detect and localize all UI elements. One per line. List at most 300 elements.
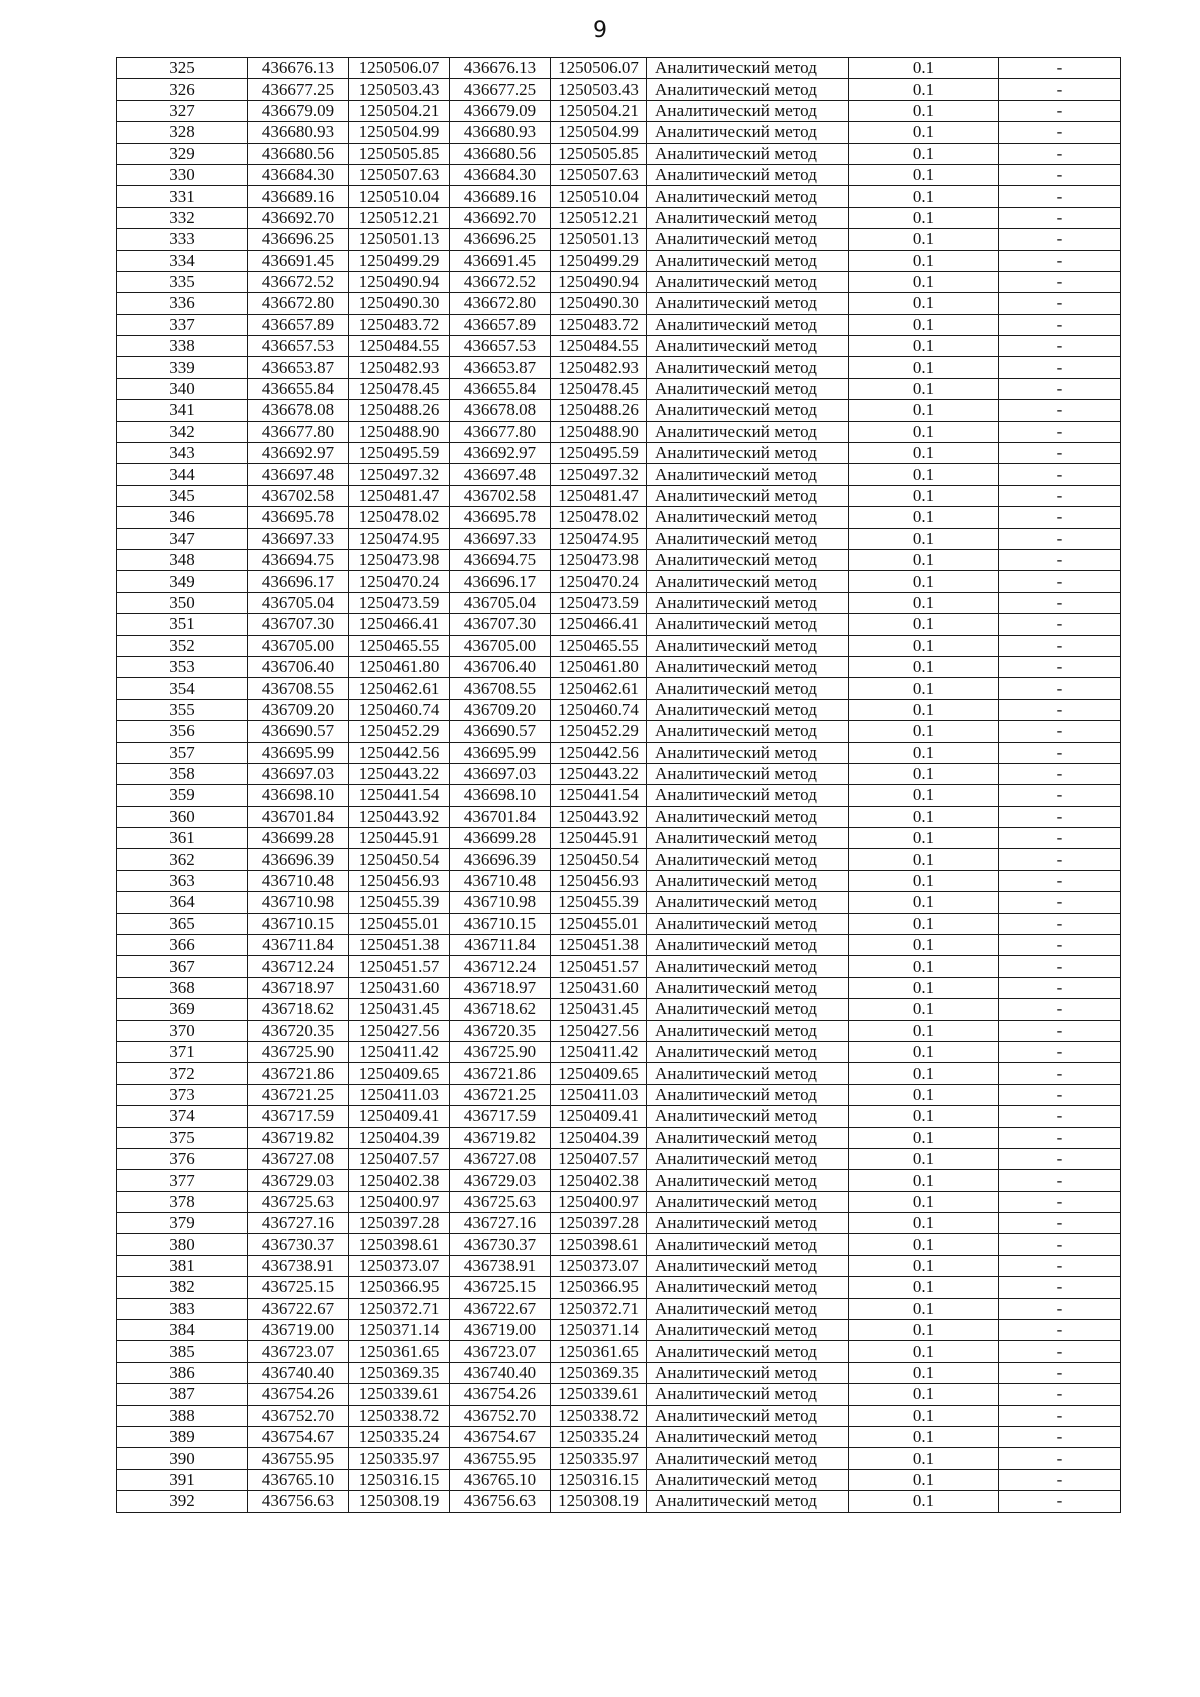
accuracy-cell: 0.1 xyxy=(849,443,999,464)
method-cell: Аналитический метод xyxy=(647,271,849,292)
y-coordinate-cell: 1250488.90 xyxy=(551,421,647,442)
x-coordinate-cell: 436694.75 xyxy=(248,549,349,570)
note-cell: - xyxy=(999,1362,1121,1383)
point-number-cell: 352 xyxy=(117,635,248,656)
table-row xyxy=(117,849,1121,870)
y-coordinate-cell: 1250335.24 xyxy=(551,1427,647,1448)
point-number-cell: 355 xyxy=(117,699,248,720)
y-coordinate-cell: 1250335.97 xyxy=(551,1448,647,1469)
x-coordinate-cell: 436765.10 xyxy=(248,1469,349,1490)
x-coordinate-cell: 436679.09 xyxy=(248,100,349,121)
method-cell: Аналитический метод xyxy=(647,1170,849,1191)
method-cell: Аналитический метод xyxy=(647,507,849,528)
accuracy-cell: 0.1 xyxy=(849,1213,999,1234)
table-row xyxy=(117,828,1121,849)
y-coordinate-cell: 1250461.80 xyxy=(551,656,647,677)
table-row xyxy=(117,378,1121,399)
accuracy-cell: 0.1 xyxy=(849,271,999,292)
y-coordinate-cell: 1250397.28 xyxy=(349,1213,450,1234)
y-coordinate-cell: 1250338.72 xyxy=(551,1405,647,1426)
y-coordinate-cell: 1250411.03 xyxy=(551,1084,647,1105)
x-coordinate-cell: 436702.58 xyxy=(248,485,349,506)
y-coordinate-cell: 1250372.71 xyxy=(349,1298,450,1319)
note-cell: - xyxy=(999,1084,1121,1105)
method-cell: Аналитический метод xyxy=(647,207,849,228)
y-coordinate-cell: 1250441.54 xyxy=(349,785,450,806)
y-coordinate-cell: 1250470.24 xyxy=(551,571,647,592)
y-coordinate-cell: 1250404.39 xyxy=(349,1127,450,1148)
x-coordinate-cell: 436712.24 xyxy=(248,956,349,977)
x-coordinate-cell: 436717.59 xyxy=(248,1106,349,1127)
y-coordinate-cell: 1250450.54 xyxy=(551,849,647,870)
y-coordinate-cell: 1250504.99 xyxy=(349,122,450,143)
method-cell: Аналитический метод xyxy=(647,571,849,592)
y-coordinate-cell: 1250501.13 xyxy=(349,229,450,250)
accuracy-cell: 0.1 xyxy=(849,999,999,1020)
point-number-cell: 373 xyxy=(117,1084,248,1105)
accuracy-cell: 0.1 xyxy=(849,806,999,827)
y-coordinate-cell: 1250456.93 xyxy=(349,870,450,891)
table-row xyxy=(117,1084,1121,1105)
x-coordinate-cell: 436691.45 xyxy=(450,250,551,271)
accuracy-cell: 0.1 xyxy=(849,892,999,913)
accuracy-cell: 0.1 xyxy=(849,635,999,656)
y-coordinate-cell: 1250316.15 xyxy=(349,1469,450,1490)
x-coordinate-cell: 436723.07 xyxy=(450,1341,551,1362)
method-cell: Аналитический метод xyxy=(647,699,849,720)
point-number-cell: 374 xyxy=(117,1106,248,1127)
method-cell: Аналитический метод xyxy=(647,485,849,506)
note-cell: - xyxy=(999,1298,1121,1319)
x-coordinate-cell: 436725.15 xyxy=(248,1277,349,1298)
point-number-cell: 391 xyxy=(117,1469,248,1490)
method-cell: Аналитический метод xyxy=(647,250,849,271)
method-cell: Аналитический метод xyxy=(647,785,849,806)
y-coordinate-cell: 1250443.22 xyxy=(349,763,450,784)
point-number-cell: 371 xyxy=(117,1041,248,1062)
y-coordinate-cell: 1250407.57 xyxy=(551,1148,647,1169)
y-coordinate-cell: 1250483.72 xyxy=(349,314,450,335)
y-coordinate-cell: 1250490.94 xyxy=(551,271,647,292)
y-coordinate-cell: 1250407.57 xyxy=(349,1148,450,1169)
table-row xyxy=(117,549,1121,570)
method-cell: Аналитический метод xyxy=(647,999,849,1020)
x-coordinate-cell: 436692.70 xyxy=(450,207,551,228)
table-row xyxy=(117,999,1121,1020)
x-coordinate-cell: 436754.67 xyxy=(248,1427,349,1448)
method-cell: Аналитический метод xyxy=(647,528,849,549)
x-coordinate-cell: 436695.99 xyxy=(450,742,551,763)
y-coordinate-cell: 1250369.35 xyxy=(349,1362,450,1383)
x-coordinate-cell: 436725.63 xyxy=(450,1191,551,1212)
x-coordinate-cell: 436702.58 xyxy=(450,485,551,506)
x-coordinate-cell: 436657.53 xyxy=(450,336,551,357)
x-coordinate-cell: 436695.78 xyxy=(450,507,551,528)
method-cell: Аналитический метод xyxy=(647,1063,849,1084)
method-cell: Аналитический метод xyxy=(647,635,849,656)
x-coordinate-cell: 436684.30 xyxy=(450,164,551,185)
x-coordinate-cell: 436729.03 xyxy=(450,1170,551,1191)
point-number-cell: 365 xyxy=(117,913,248,934)
note-cell: - xyxy=(999,1427,1121,1448)
x-coordinate-cell: 436672.52 xyxy=(450,271,551,292)
accuracy-cell: 0.1 xyxy=(849,549,999,570)
accuracy-cell: 0.1 xyxy=(849,1341,999,1362)
y-coordinate-cell: 1250443.22 xyxy=(551,763,647,784)
method-cell: Аналитический метод xyxy=(647,742,849,763)
accuracy-cell: 0.1 xyxy=(849,528,999,549)
y-coordinate-cell: 1250474.95 xyxy=(349,528,450,549)
note-cell: - xyxy=(999,229,1121,250)
table-row xyxy=(117,464,1121,485)
point-number-cell: 382 xyxy=(117,1277,248,1298)
x-coordinate-cell: 436697.33 xyxy=(248,528,349,549)
accuracy-cell: 0.1 xyxy=(849,293,999,314)
method-cell: Аналитический метод xyxy=(647,1213,849,1234)
point-number-cell: 330 xyxy=(117,164,248,185)
x-coordinate-cell: 436697.48 xyxy=(450,464,551,485)
x-coordinate-cell: 436711.84 xyxy=(248,935,349,956)
method-cell: Аналитический метод xyxy=(647,1362,849,1383)
x-coordinate-cell: 436725.90 xyxy=(450,1041,551,1062)
point-number-cell: 381 xyxy=(117,1255,248,1276)
accuracy-cell: 0.1 xyxy=(849,229,999,250)
x-coordinate-cell: 436690.57 xyxy=(248,721,349,742)
x-coordinate-cell: 436678.08 xyxy=(248,400,349,421)
y-coordinate-cell: 1250398.61 xyxy=(551,1234,647,1255)
accuracy-cell: 0.1 xyxy=(849,614,999,635)
y-coordinate-cell: 1250443.92 xyxy=(551,806,647,827)
y-coordinate-cell: 1250427.56 xyxy=(551,1020,647,1041)
note-cell: - xyxy=(999,1277,1121,1298)
y-coordinate-cell: 1250452.29 xyxy=(551,721,647,742)
method-cell: Аналитический метод xyxy=(647,549,849,570)
x-coordinate-cell: 436705.00 xyxy=(248,635,349,656)
point-number-cell: 362 xyxy=(117,849,248,870)
accuracy-cell: 0.1 xyxy=(849,122,999,143)
x-coordinate-cell: 436709.20 xyxy=(450,699,551,720)
method-cell: Аналитический метод xyxy=(647,443,849,464)
y-coordinate-cell: 1250366.95 xyxy=(551,1277,647,1298)
method-cell: Аналитический метод xyxy=(647,678,849,699)
x-coordinate-cell: 436701.84 xyxy=(450,806,551,827)
note-cell: - xyxy=(999,549,1121,570)
method-cell: Аналитический метод xyxy=(647,1020,849,1041)
x-coordinate-cell: 436696.25 xyxy=(248,229,349,250)
y-coordinate-cell: 1250443.92 xyxy=(349,806,450,827)
y-coordinate-cell: 1250501.13 xyxy=(551,229,647,250)
method-cell: Аналитический метод xyxy=(647,1341,849,1362)
y-coordinate-cell: 1250499.29 xyxy=(349,250,450,271)
x-coordinate-cell: 436729.03 xyxy=(248,1170,349,1191)
x-coordinate-cell: 436697.33 xyxy=(450,528,551,549)
note-cell: - xyxy=(999,742,1121,763)
y-coordinate-cell: 1250497.32 xyxy=(551,464,647,485)
accuracy-cell: 0.1 xyxy=(849,721,999,742)
point-number-cell: 329 xyxy=(117,143,248,164)
point-number-cell: 350 xyxy=(117,592,248,613)
method-cell: Аналитический метод xyxy=(647,977,849,998)
table-body xyxy=(117,58,1121,1513)
x-coordinate-cell: 436740.40 xyxy=(450,1362,551,1383)
method-cell: Аналитический метод xyxy=(647,357,849,378)
point-number-cell: 354 xyxy=(117,678,248,699)
x-coordinate-cell: 436727.08 xyxy=(450,1148,551,1169)
y-coordinate-cell: 1250400.97 xyxy=(551,1191,647,1212)
y-coordinate-cell: 1250490.30 xyxy=(551,293,647,314)
method-cell: Аналитический метод xyxy=(647,892,849,913)
y-coordinate-cell: 1250460.74 xyxy=(349,699,450,720)
note-cell: - xyxy=(999,464,1121,485)
table-row xyxy=(117,721,1121,742)
y-coordinate-cell: 1250473.98 xyxy=(349,549,450,570)
note-cell: - xyxy=(999,443,1121,464)
point-number-cell: 356 xyxy=(117,721,248,742)
method-cell: Аналитический метод xyxy=(647,1084,849,1105)
method-cell: Аналитический метод xyxy=(647,100,849,121)
method-cell: Аналитический метод xyxy=(647,164,849,185)
point-number-cell: 364 xyxy=(117,892,248,913)
method-cell: Аналитический метод xyxy=(647,1320,849,1341)
method-cell: Аналитический метод xyxy=(647,400,849,421)
y-coordinate-cell: 1250473.98 xyxy=(551,549,647,570)
table-row xyxy=(117,614,1121,635)
note-cell: - xyxy=(999,336,1121,357)
table-row xyxy=(117,678,1121,699)
y-coordinate-cell: 1250373.07 xyxy=(551,1255,647,1276)
table-row xyxy=(117,1320,1121,1341)
x-coordinate-cell: 436694.75 xyxy=(450,549,551,570)
table-row xyxy=(117,186,1121,207)
y-coordinate-cell: 1250512.21 xyxy=(551,207,647,228)
note-cell: - xyxy=(999,293,1121,314)
accuracy-cell: 0.1 xyxy=(849,58,999,79)
x-coordinate-cell: 436710.48 xyxy=(248,870,349,891)
table-row xyxy=(117,357,1121,378)
note-cell: - xyxy=(999,100,1121,121)
point-number-cell: 378 xyxy=(117,1191,248,1212)
x-coordinate-cell: 436710.98 xyxy=(450,892,551,913)
method-cell: Аналитический метод xyxy=(647,229,849,250)
table-row xyxy=(117,443,1121,464)
x-coordinate-cell: 436718.62 xyxy=(450,999,551,1020)
accuracy-cell: 0.1 xyxy=(849,357,999,378)
accuracy-cell: 0.1 xyxy=(849,164,999,185)
y-coordinate-cell: 1250478.45 xyxy=(551,378,647,399)
table-row xyxy=(117,571,1121,592)
x-coordinate-cell: 436705.04 xyxy=(450,592,551,613)
x-coordinate-cell: 436701.84 xyxy=(248,806,349,827)
method-cell: Аналитический метод xyxy=(647,913,849,934)
y-coordinate-cell: 1250510.04 xyxy=(551,186,647,207)
x-coordinate-cell: 436684.30 xyxy=(248,164,349,185)
table-row xyxy=(117,1277,1121,1298)
y-coordinate-cell: 1250466.41 xyxy=(349,614,450,635)
y-coordinate-cell: 1250361.65 xyxy=(349,1341,450,1362)
table-row xyxy=(117,207,1121,228)
y-coordinate-cell: 1250482.93 xyxy=(349,357,450,378)
point-number-cell: 384 xyxy=(117,1320,248,1341)
y-coordinate-cell: 1250455.01 xyxy=(551,913,647,934)
y-coordinate-cell: 1250339.61 xyxy=(551,1384,647,1405)
x-coordinate-cell: 436719.00 xyxy=(450,1320,551,1341)
y-coordinate-cell: 1250470.24 xyxy=(349,571,450,592)
point-number-cell: 369 xyxy=(117,999,248,1020)
point-number-cell: 366 xyxy=(117,935,248,956)
note-cell: - xyxy=(999,656,1121,677)
point-number-cell: 326 xyxy=(117,79,248,100)
point-number-cell: 338 xyxy=(117,336,248,357)
x-coordinate-cell: 436698.10 xyxy=(248,785,349,806)
method-cell: Аналитический метод xyxy=(647,763,849,784)
x-coordinate-cell: 436720.35 xyxy=(248,1020,349,1041)
y-coordinate-cell: 1250371.14 xyxy=(349,1320,450,1341)
method-cell: Аналитический метод xyxy=(647,186,849,207)
note-cell: - xyxy=(999,828,1121,849)
note-cell: - xyxy=(999,870,1121,891)
note-cell: - xyxy=(999,999,1121,1020)
note-cell: - xyxy=(999,892,1121,913)
y-coordinate-cell: 1250308.19 xyxy=(551,1491,647,1512)
y-coordinate-cell: 1250465.55 xyxy=(349,635,450,656)
table-row xyxy=(117,1063,1121,1084)
y-coordinate-cell: 1250462.61 xyxy=(551,678,647,699)
method-cell: Аналитический метод xyxy=(647,656,849,677)
point-number-cell: 328 xyxy=(117,122,248,143)
y-coordinate-cell: 1250461.80 xyxy=(349,656,450,677)
note-cell: - xyxy=(999,207,1121,228)
point-number-cell: 342 xyxy=(117,421,248,442)
point-number-cell: 333 xyxy=(117,229,248,250)
note-cell: - xyxy=(999,271,1121,292)
point-number-cell: 340 xyxy=(117,378,248,399)
y-coordinate-cell: 1250473.59 xyxy=(551,592,647,613)
accuracy-cell: 0.1 xyxy=(849,913,999,934)
note-cell: - xyxy=(999,592,1121,613)
method-cell: Аналитический метод xyxy=(647,79,849,100)
y-coordinate-cell: 1250441.54 xyxy=(551,785,647,806)
method-cell: Аналитический метод xyxy=(647,421,849,442)
x-coordinate-cell: 436727.16 xyxy=(450,1213,551,1234)
accuracy-cell: 0.1 xyxy=(849,314,999,335)
note-cell: - xyxy=(999,1234,1121,1255)
point-number-cell: 348 xyxy=(117,549,248,570)
x-coordinate-cell: 436710.15 xyxy=(248,913,349,934)
y-coordinate-cell: 1250402.38 xyxy=(551,1170,647,1191)
y-coordinate-cell: 1250409.41 xyxy=(349,1106,450,1127)
x-coordinate-cell: 436655.84 xyxy=(248,378,349,399)
method-cell: Аналитический метод xyxy=(647,1255,849,1276)
x-coordinate-cell: 436719.00 xyxy=(248,1320,349,1341)
y-coordinate-cell: 1250445.91 xyxy=(551,828,647,849)
table-row xyxy=(117,1127,1121,1148)
x-coordinate-cell: 436653.87 xyxy=(248,357,349,378)
point-number-cell: 361 xyxy=(117,828,248,849)
x-coordinate-cell: 436697.03 xyxy=(450,763,551,784)
note-cell: - xyxy=(999,400,1121,421)
x-coordinate-cell: 436706.40 xyxy=(450,656,551,677)
accuracy-cell: 0.1 xyxy=(849,1234,999,1255)
note-cell: - xyxy=(999,421,1121,442)
point-number-cell: 345 xyxy=(117,485,248,506)
page-number: 9 xyxy=(593,18,607,43)
table-row xyxy=(117,699,1121,720)
point-number-cell: 385 xyxy=(117,1341,248,1362)
y-coordinate-cell: 1250455.01 xyxy=(349,913,450,934)
table-row xyxy=(117,1384,1121,1405)
table-row xyxy=(117,421,1121,442)
table-row xyxy=(117,1191,1121,1212)
y-coordinate-cell: 1250335.97 xyxy=(349,1448,450,1469)
accuracy-cell: 0.1 xyxy=(849,763,999,784)
y-coordinate-cell: 1250409.65 xyxy=(349,1063,450,1084)
point-number-cell: 387 xyxy=(117,1384,248,1405)
method-cell: Аналитический метод xyxy=(647,1106,849,1127)
table-row xyxy=(117,1234,1121,1255)
point-number-cell: 379 xyxy=(117,1213,248,1234)
y-coordinate-cell: 1250510.04 xyxy=(349,186,450,207)
x-coordinate-cell: 436719.82 xyxy=(248,1127,349,1148)
y-coordinate-cell: 1250478.45 xyxy=(349,378,450,399)
y-coordinate-cell: 1250427.56 xyxy=(349,1020,450,1041)
x-coordinate-cell: 436696.39 xyxy=(248,849,349,870)
y-coordinate-cell: 1250373.07 xyxy=(349,1255,450,1276)
accuracy-cell: 0.1 xyxy=(849,571,999,592)
x-coordinate-cell: 436754.26 xyxy=(248,1384,349,1405)
method-cell: Аналитический метод xyxy=(647,849,849,870)
table-row xyxy=(117,143,1121,164)
x-coordinate-cell: 436718.97 xyxy=(248,977,349,998)
point-number-cell: 380 xyxy=(117,1234,248,1255)
x-coordinate-cell: 436707.30 xyxy=(248,614,349,635)
table-row xyxy=(117,892,1121,913)
note-cell: - xyxy=(999,1191,1121,1212)
x-coordinate-cell: 436755.95 xyxy=(450,1448,551,1469)
y-coordinate-cell: 1250442.56 xyxy=(349,742,450,763)
x-coordinate-cell: 436677.25 xyxy=(248,79,349,100)
x-coordinate-cell: 436689.16 xyxy=(248,186,349,207)
x-coordinate-cell: 436692.97 xyxy=(248,443,349,464)
accuracy-cell: 0.1 xyxy=(849,1491,999,1512)
table-row xyxy=(117,485,1121,506)
point-number-cell: 368 xyxy=(117,977,248,998)
y-coordinate-cell: 1250499.29 xyxy=(551,250,647,271)
accuracy-cell: 0.1 xyxy=(849,1405,999,1426)
x-coordinate-cell: 436657.89 xyxy=(450,314,551,335)
y-coordinate-cell: 1250431.45 xyxy=(551,999,647,1020)
x-coordinate-cell: 436699.28 xyxy=(248,828,349,849)
accuracy-cell: 0.1 xyxy=(849,1448,999,1469)
method-cell: Аналитический метод xyxy=(647,293,849,314)
accuracy-cell: 0.1 xyxy=(849,1127,999,1148)
table-row xyxy=(117,763,1121,784)
table-row xyxy=(117,635,1121,656)
table-row xyxy=(117,271,1121,292)
note-cell: - xyxy=(999,314,1121,335)
y-coordinate-cell: 1250484.55 xyxy=(349,336,450,357)
y-coordinate-cell: 1250495.59 xyxy=(551,443,647,464)
accuracy-cell: 0.1 xyxy=(849,870,999,891)
accuracy-cell: 0.1 xyxy=(849,1041,999,1062)
accuracy-cell: 0.1 xyxy=(849,1384,999,1405)
method-cell: Аналитический метод xyxy=(647,870,849,891)
method-cell: Аналитический метод xyxy=(647,956,849,977)
method-cell: Аналитический метод xyxy=(647,1234,849,1255)
y-coordinate-cell: 1250483.72 xyxy=(551,314,647,335)
accuracy-cell: 0.1 xyxy=(849,1191,999,1212)
method-cell: Аналитический метод xyxy=(647,806,849,827)
accuracy-cell: 0.1 xyxy=(849,143,999,164)
